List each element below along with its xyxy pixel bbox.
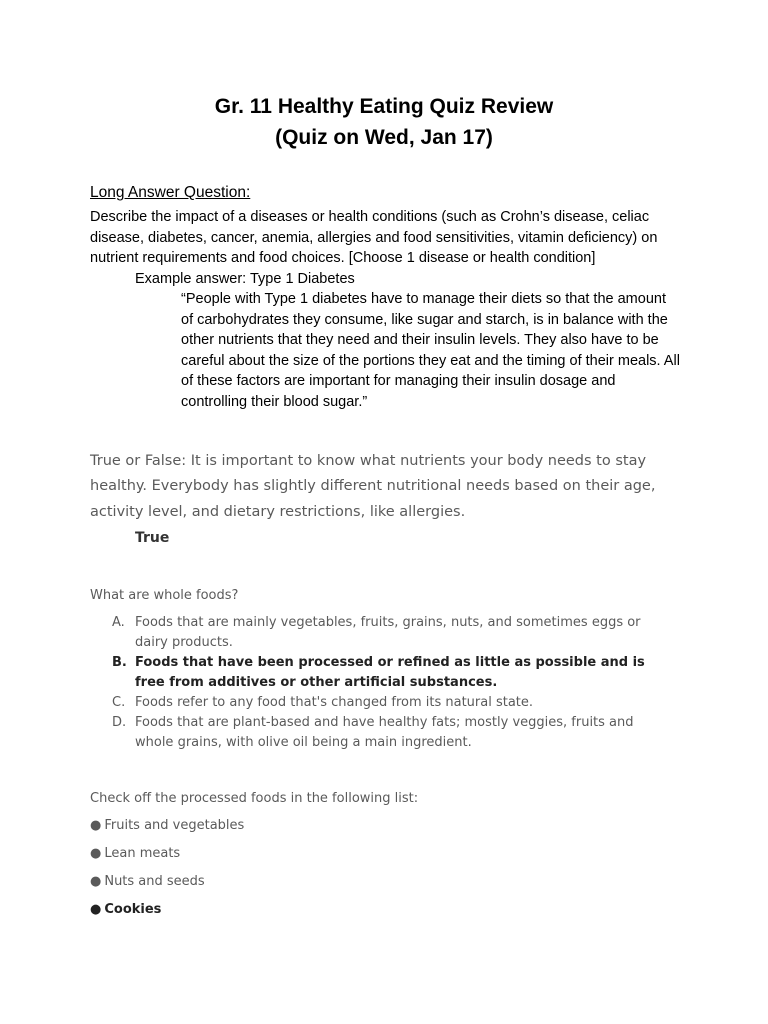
option-text: Foods that are plant-based and have healthy fats; mostly veggies, fruits and whole grains, with olive oil being a main ingredient. — [135, 715, 634, 750]
list-item-text: Lean meats — [104, 846, 181, 861]
list-item-text: Fruits and vegetables — [104, 818, 245, 833]
list-item — [90, 816, 244, 844]
long-answer-heading: Long Answer Question: — [90, 184, 251, 201]
option-b-correct — [112, 653, 672, 693]
long-answer-description: Describe the impact of a diseases or health conditions (such as Crohn’s disease, celiac disease, diabetes, cancer, anemia, allergies and food sensitivities, vitamin deficiency) on nutrient requirements and food choices. [Choose 1 disease or health condition] — [90, 209, 658, 266]
bullet-icon: ● — [90, 846, 102, 861]
option-letter: A. — [112, 615, 125, 630]
true-false-question — [90, 449, 690, 525]
tf-question-line-3: activity level, and dietary restrictions, like allergies. — [90, 504, 466, 520]
whole-foods-question: What are whole foods? — [90, 588, 239, 603]
option-letter: D. — [112, 715, 127, 730]
list-item-text: Cookies — [104, 902, 162, 917]
processed-foods-question: Check off the processed foods in the following list: — [90, 791, 419, 806]
whole-foods-options — [112, 613, 672, 753]
tf-question-line-1: True or False: It is important to know what nutrients your body needs to stay — [90, 453, 647, 469]
title-line-2: (Quiz on Wed, Jan 17) — [275, 126, 493, 149]
option-text: Foods refer to any food that's changed from its natural state. — [135, 695, 534, 710]
bullet-icon: ● — [90, 874, 102, 889]
list-item-text: Nuts and seeds — [104, 874, 205, 889]
option-a — [112, 613, 672, 653]
option-d — [112, 713, 672, 753]
list-item-correct — [90, 900, 244, 928]
option-text: Foods that have been processed or refined as little as possible and is free from additives or other artificial substances. — [135, 655, 645, 690]
page-title — [0, 91, 768, 153]
title-line-1: Gr. 11 Healthy Eating Quiz Review — [214, 95, 554, 118]
option-letter: B. — [112, 655, 127, 670]
true-false-answer: True — [135, 530, 170, 546]
example-answer-label: Example answer: Type 1 Diabetes — [135, 271, 355, 287]
tf-question-line-2: healthy. Everybody has slightly different nutritional needs based on their age, — [90, 478, 656, 494]
list-item — [90, 844, 244, 872]
bullet-icon: ● — [90, 902, 102, 917]
bullet-icon: ● — [90, 818, 102, 833]
option-c — [112, 693, 672, 713]
option-text: Foods that are mainly vegetables, fruits, grains, nuts, and sometimes eggs or dairy products. — [135, 615, 641, 650]
processed-foods-list — [90, 816, 244, 928]
list-item — [90, 872, 244, 900]
option-letter: C. — [112, 695, 126, 710]
example-answer-quote: “People with Type 1 diabetes have to manage their diets so that the amount of carbohydrates they consume, like sugar and starch, is in balance with the other nutrients that they need and their insulin levels. They also have to be careful about the size of the portions they eat and the timing of their meals. All of these factors are important for managing their insulin dosage and controlling their blood sugar.” — [181, 291, 680, 410]
